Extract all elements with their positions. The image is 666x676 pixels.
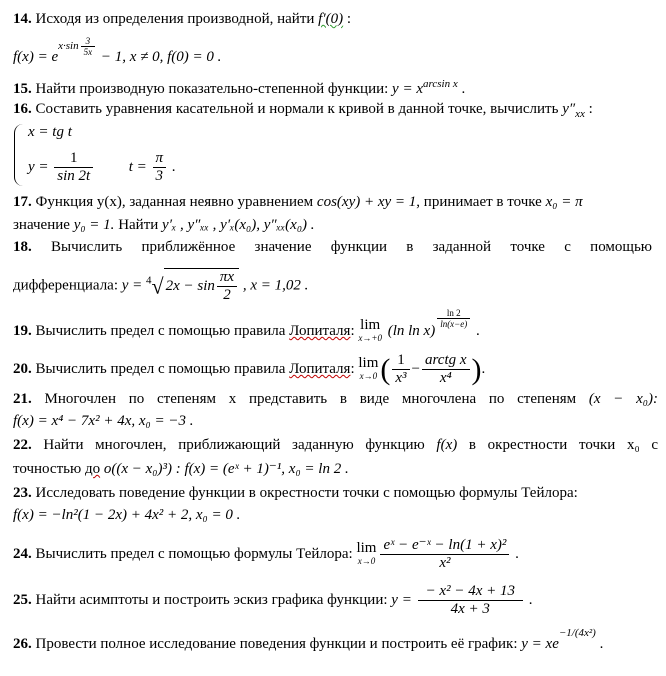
problem-14: 14. Исходя из определения производной, найти f′(0) :	[13, 11, 352, 27]
problem-17: 17. Функция y(x), заданная неявно уравнением cos(xy) + xy = 1, принимает в точке x₀ = π	[13, 194, 583, 210]
problem-20: 20. Вычислить предел с помощью правила Лопиталя: lim x→0 ( $\frac{1}{\text{x³}}$ − $\frac{\text{arctg x}}{\text{x⁴}}$ ).	[13, 352, 486, 386]
formula: y = x	[392, 81, 423, 97]
target-expression: f′(0)	[318, 11, 344, 27]
problem-18: 18. Вычислить приближённое значение функции в заданной точке с помощью	[13, 239, 652, 255]
formula: f(x) = e	[13, 49, 59, 66]
problem-23-formula: f(x) = −ln²(1 − 2x) + 4x² + 2, x₀ = 0 .	[13, 507, 241, 523]
problem-17-line2: значение y₀ = 1. Найти y′ₓ , y″ₓₓ , y′ₓ(x₀), y″ₓₓ(x₀) .	[13, 217, 315, 233]
problem-text: Исходя из определения производной, найти	[35, 11, 315, 27]
problem-18-line2: дифференциала: y = $^4$√ 2x − sin $\frac{\pi x}{2}$ , x = 1,02 .	[13, 269, 309, 303]
system-brace	[14, 124, 25, 186]
problem-19: 19. Вычислить предел с помощью правила Лопиталя: lim x→+0 (ln ln x) $^{\frac{\ln 2}{\ln(x-e)}}$ .	[13, 308, 480, 343]
problem-23: 23. Исследовать поведение функции в окрестности точки с помощью формулы Тейлора:	[13, 485, 578, 501]
problem-21: 21. Многочлен по степеням x представить в виде многочлена по степеням (x − x₀):	[13, 391, 659, 407]
problem-22: 22. Найти многочлен, приближающий заданную функцию f(x) в окрестности точки x₀ с	[13, 437, 659, 453]
system-eq-2: y = $\frac{1}{\sin 2t}$ t = $\frac{\pi}{3}$ .	[28, 150, 176, 184]
problem-26: 26. Провести полное исследование поведения функции и построить её график: $y = xe^{-1/(4x^2)}$ .	[13, 627, 604, 652]
problem-15: 15. Найти производную показательно-степенной функции: $y = x^{arcsin x}$ .	[13, 78, 466, 97]
problem-22-line2: точностью до o((x − x₀)³) : f(x) = (eˣ + 1)⁻¹, x₀ = ln 2 .	[13, 461, 349, 477]
problem-21-formula: f(x) = x⁴ − 7x² + 4x, x₀ = −3 .	[13, 413, 194, 429]
problem-16: 16. Составить уравнения касательной и нормали к кривой в данной точке, вычислить $y''_{xx}$ :	[13, 101, 593, 120]
problem-25: 25. Найти асимптоты и построить эскиз графика функции: y = $\frac{\text{− x² − 4x + 13}}{4x + 3}$ .	[13, 583, 533, 617]
system-eq-1: x = tg t	[28, 124, 72, 140]
problem-number: 14.	[13, 11, 32, 27]
problem-24: 24. Вычислить предел с помощью формулы Тейлора: lim x→0 $\frac{\text{eˣ − e⁻ˣ − ln(1 + x)²}}{\text{x²}}$ .	[13, 537, 519, 571]
problem-14-formula: $f(x) = e^{x\cdot sin \frac{3}{5x}}$ − 1, x ≠ 0, f(0) = 0 .	[13, 36, 222, 66]
formula-tail: − 1, x ≠ 0, f(0) = 0 .	[100, 49, 222, 66]
